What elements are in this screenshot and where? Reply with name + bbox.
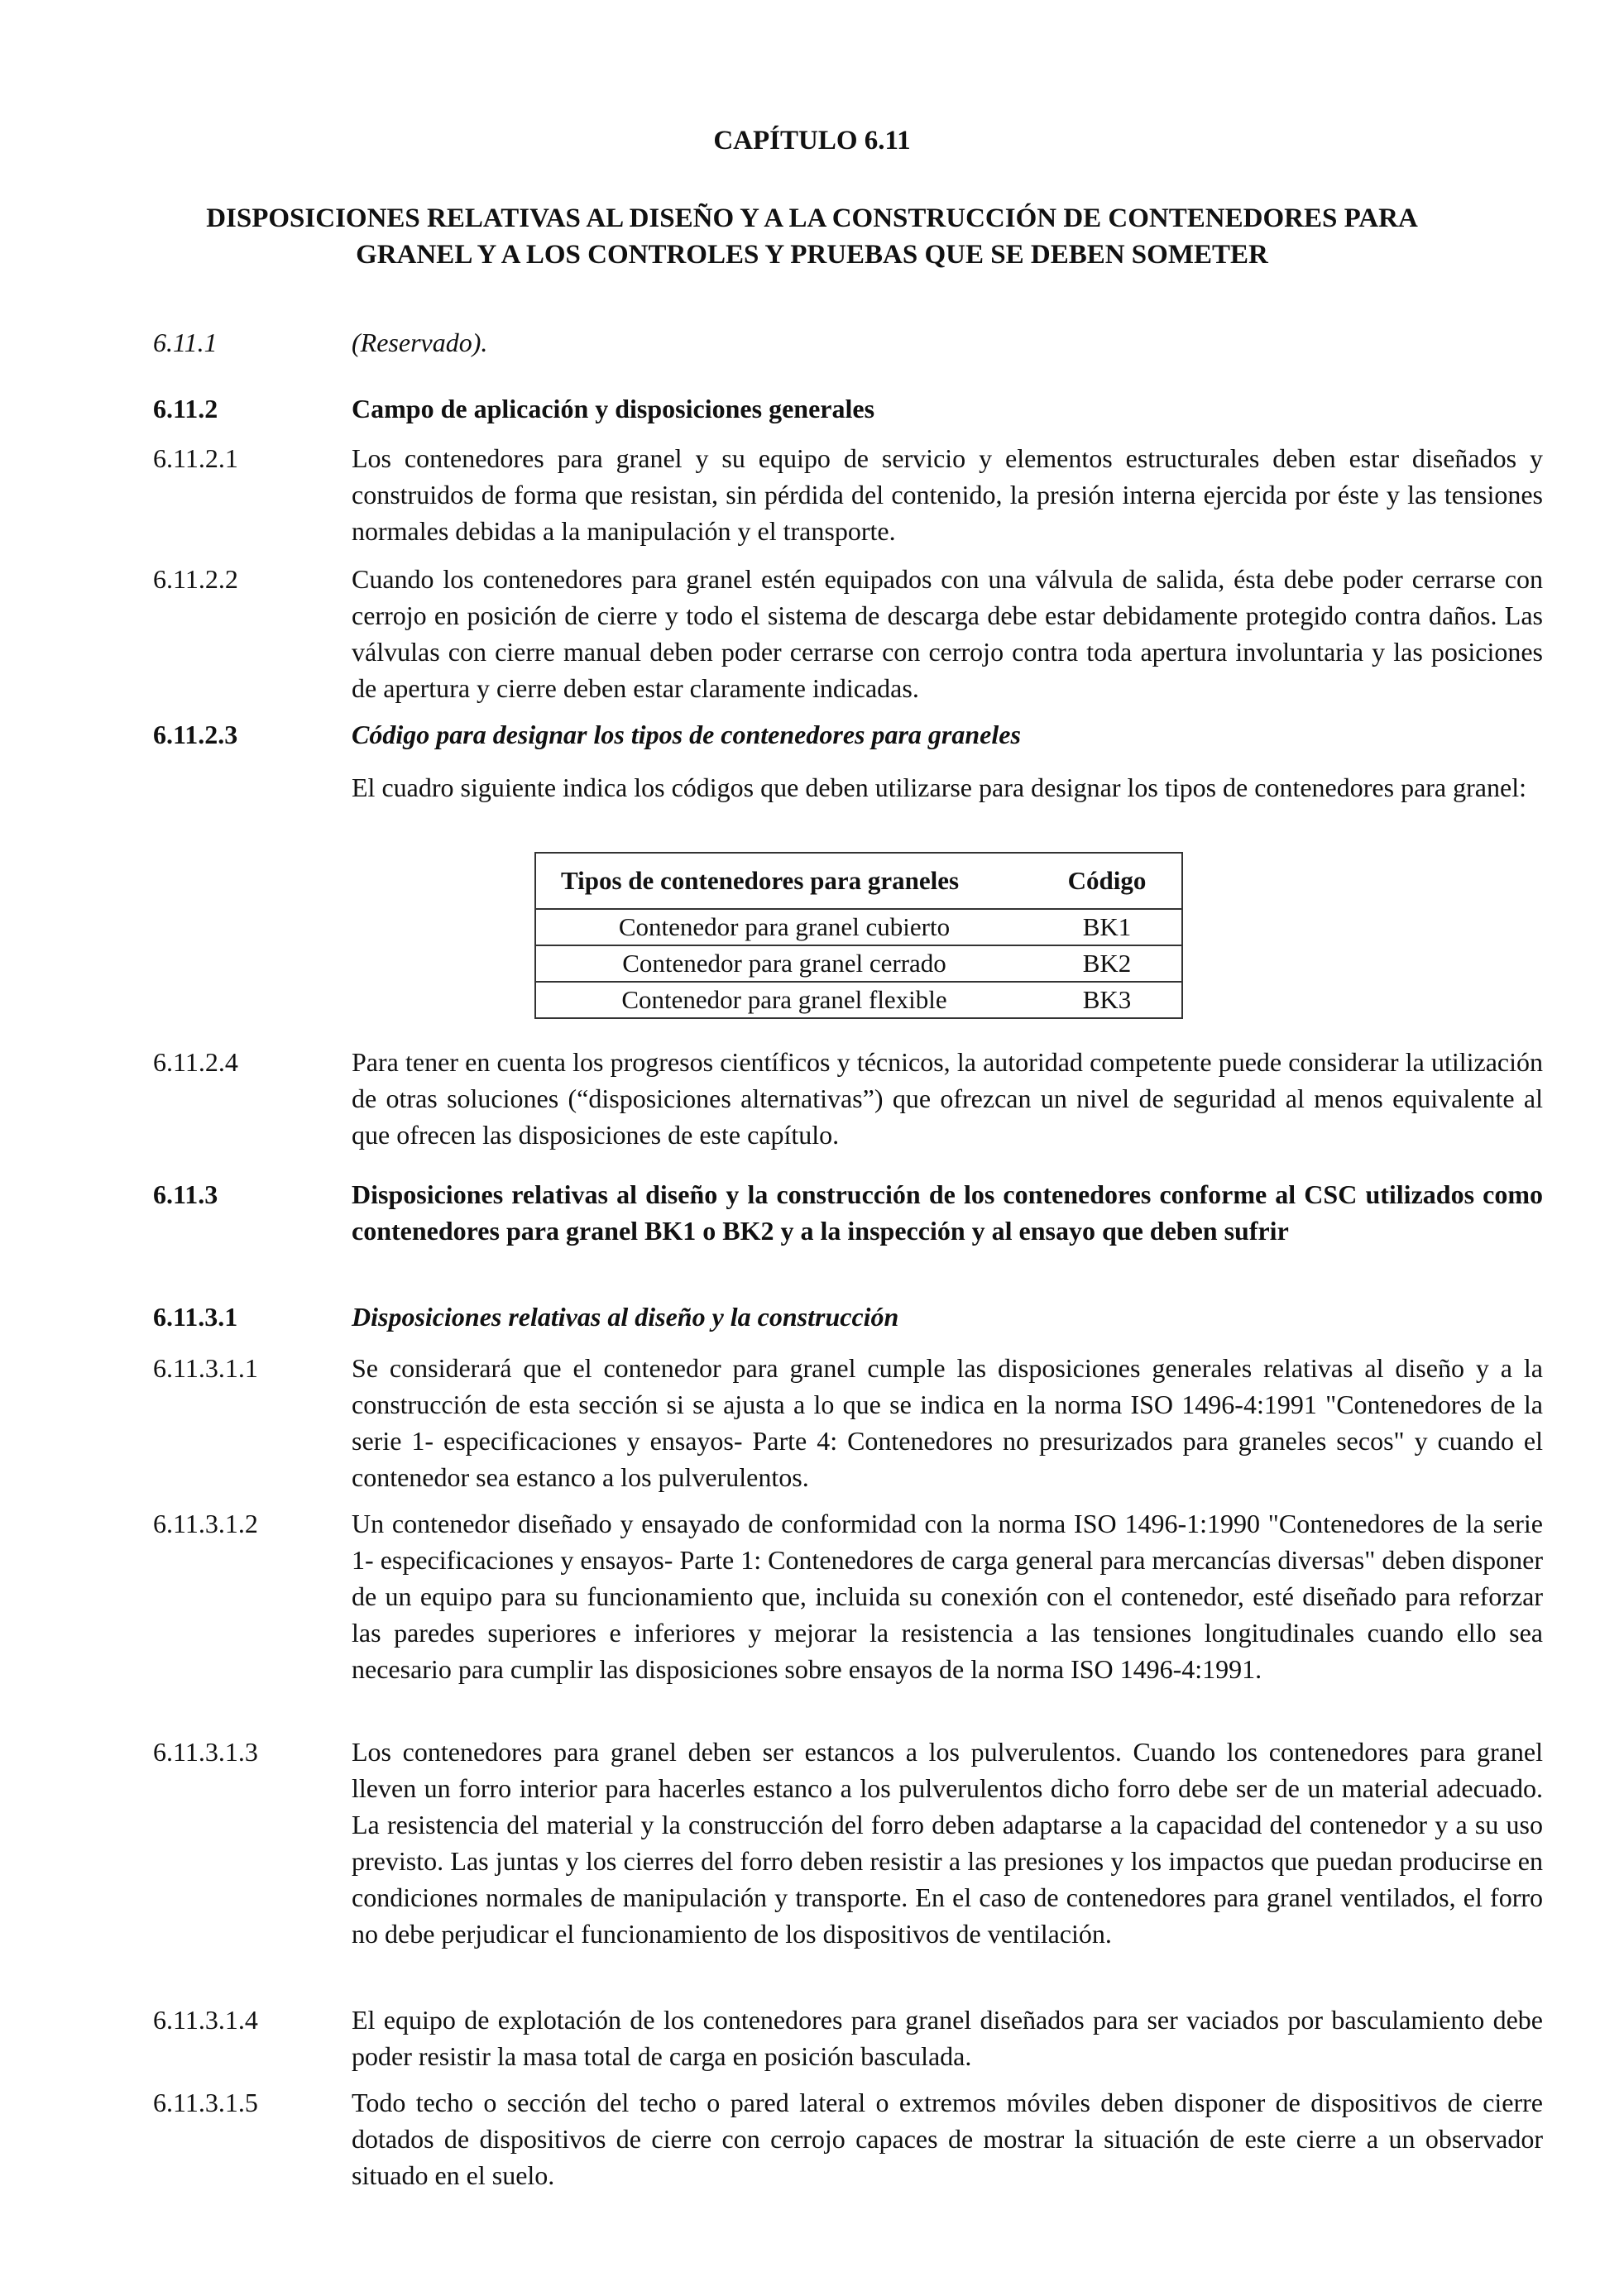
table-row xyxy=(535,909,1182,945)
section-6-11-3 xyxy=(153,1176,1543,1249)
section-number: 6.11.2.4 xyxy=(153,1047,238,1077)
section-6-11-2 xyxy=(153,390,1543,427)
section-number: 6.11.1 xyxy=(153,328,218,357)
section-number: 6.11.3.1.4 xyxy=(153,2005,258,2035)
section-6-11-2-4 xyxy=(153,1044,1543,1153)
table-cell-type: Contenedor para granel flexible xyxy=(535,982,1032,1018)
section-number: 6.11.3.1 xyxy=(153,1302,238,1332)
section-6-11-2-3 xyxy=(153,716,1543,753)
section-number: 6.11.2.2 xyxy=(153,564,238,594)
section-number: 6.11.2.3 xyxy=(153,720,238,749)
section-text: Cuando los contenedores para granel estén equipados con una válvula de salida, ésta debe poder cerrarse con cerrojo en posición de cierre y todo el sistema de descarga debe estar debidamente protegido contra daños. Las válvulas con cierre manual deben poder cerrarse con cerrojo contra toda apertura involuntaria y las posiciones de apertura y cierre deben estar claramente indicadas. xyxy=(352,564,1543,703)
table-cell-type: Contenedor para granel cerrado xyxy=(535,945,1032,982)
section-text: (Reservado). xyxy=(352,328,488,357)
table-row xyxy=(535,945,1182,982)
section-6-11-2-1 xyxy=(153,440,1543,549)
section-text: El equipo de explotación de los contenedores para granel diseñados para ser vaciados por basculamiento debe poder resistir la masa total de carga en posición basculada. xyxy=(352,2005,1543,2071)
table-cell-code: BK3 xyxy=(1032,982,1182,1018)
section-heading: Código para designar los tipos de contenedores para graneles xyxy=(352,720,1021,749)
table-cell-code: BK2 xyxy=(1032,945,1182,982)
section-6-11-3-1-1 xyxy=(153,1350,1543,1495)
chapter-subtitle-line2: GRANEL Y A LOS CONTROLES Y PRUEBAS QUE SE DEBEN SOMETER xyxy=(356,240,1268,270)
section-6-11-2-2 xyxy=(153,561,1543,706)
section-number: 6.11.3.1.3 xyxy=(153,1737,258,1767)
container-codes-table xyxy=(534,852,1183,1019)
section-text: Para tener en cuenta los progresos científicos y técnicos, la autoridad competente puede considerar la utilización de otras soluciones (“disposiciones alternativas”) que ofrezcan un nivel de seguridad al menos equivalente al que ofrecen las disposiciones de este capítulo. xyxy=(352,1047,1543,1150)
section-heading: Disposiciones relativas al diseño y la construcción xyxy=(352,1302,899,1332)
section-text: Se considerará que el contenedor para granel cumple las disposiciones generales relativas al diseño y a la construcción de esta sección si se ajusta a lo que se indica en la norma ISO 1496-4:1991 "Contenedores de la serie 1- especificaciones y ensayos- Parte 4: Contenedores no presurizados para graneles secos" y cuando el contenedor sea estanco a los pulverulentos. xyxy=(352,1353,1543,1492)
chapter-title: CAPÍTULO 6.11 xyxy=(713,126,911,155)
table-row xyxy=(535,982,1182,1018)
section-heading: Campo de aplicación y disposiciones generales xyxy=(352,394,875,423)
section-number: 6.11.3.1.2 xyxy=(153,1509,258,1538)
section-6-11-3-1-2 xyxy=(153,1505,1543,1687)
section-text: Todo techo o sección del techo o pared lateral o extremos móviles deben disponer de dispositivos de cierre dotados de dispositivos de cierre con cerrojo capaces de mostrar la situación de este cierre a un observador situado en el suelo. xyxy=(352,2088,1543,2190)
table-header-type: Tipos de contenedores para graneles xyxy=(535,853,1032,909)
section-number: 6.11.3.1.1 xyxy=(153,1353,258,1383)
section-text: Un contenedor diseñado y ensayado de conformidad con la norma ISO 1496-1:1990 "Contenedores de la serie 1- especificaciones y ensayos- Parte 1: Contenedores de carga general para mercancías diversas" deben disponer de un equipo para su funcionamiento que, incluida su conexión con el contenedor, esté diseñado para reforzar las paredes superiores e inferiores y mejorar la resistencia a las tensiones longitudinales cuando ello sea necesario para cumplir las disposiciones sobre ensayos de la norma ISO 1496-4:1991. xyxy=(352,1509,1543,1684)
section-number: 6.11.3 xyxy=(153,1179,218,1209)
table-header-code: Código xyxy=(1032,853,1182,909)
table-intro: El cuadro siguiente indica los códigos que deben utilizarse para designar los tipos de contenedores para granel: xyxy=(352,773,1526,802)
section-number: 6.11.3.1.5 xyxy=(153,2088,258,2117)
section-6-11-3-1-3 xyxy=(153,1734,1543,1952)
section-text: Los contenedores para granel y su equipo de servicio y elementos estructurales deben estar diseñados y construidos de forma que resistan, sin pérdida del contenido, la presión interna ejercida por éste y las tensiones normales debidas a la manipulación y el transporte. xyxy=(352,443,1543,546)
table-cell-type: Contenedor para granel cubierto xyxy=(535,909,1032,945)
section-heading: Disposiciones relativas al diseño y la construcción de los contenedores conforme al CSC utilizados como contenedores para granel BK1 o BK2 y a la inspección y al ensayo que deben sufrir xyxy=(352,1179,1543,1246)
section-6-11-3-1 xyxy=(153,1299,1543,1335)
section-text: Los contenedores para granel deben ser estancos a los pulverulentos. Cuando los contenedores para granel lleven un forro interior para hacerles estanco a los pulverulentos dicho forro debe ser de un material adecuado. La resistencia del material y la construcción del forro deben adaptarse a la capacidad del contenedor y a su uso previsto. Las juntas y los cierres del forro deben resistir a las presiones y los impactos que puedan producirse en condiciones normales de manipulación y transporte. En el caso de contenedores para granel ventilados, el forro no debe perjudicar el funcionamiento de los dispositivos de ventilación. xyxy=(352,1737,1543,1949)
section-6-11-3-1-4 xyxy=(153,2002,1543,2074)
table-cell-code: BK1 xyxy=(1032,909,1182,945)
section-6-11-3-1-5 xyxy=(153,2084,1543,2193)
section-number: 6.11.2 xyxy=(153,394,218,423)
section-6-11-1 xyxy=(153,324,1543,361)
chapter-subtitle-line1: DISPOSICIONES RELATIVAS AL DISEÑO Y A LA CONSTRUCCIÓN DE CONTENEDORES PARA xyxy=(206,203,1418,233)
section-number: 6.11.2.1 xyxy=(153,443,238,473)
